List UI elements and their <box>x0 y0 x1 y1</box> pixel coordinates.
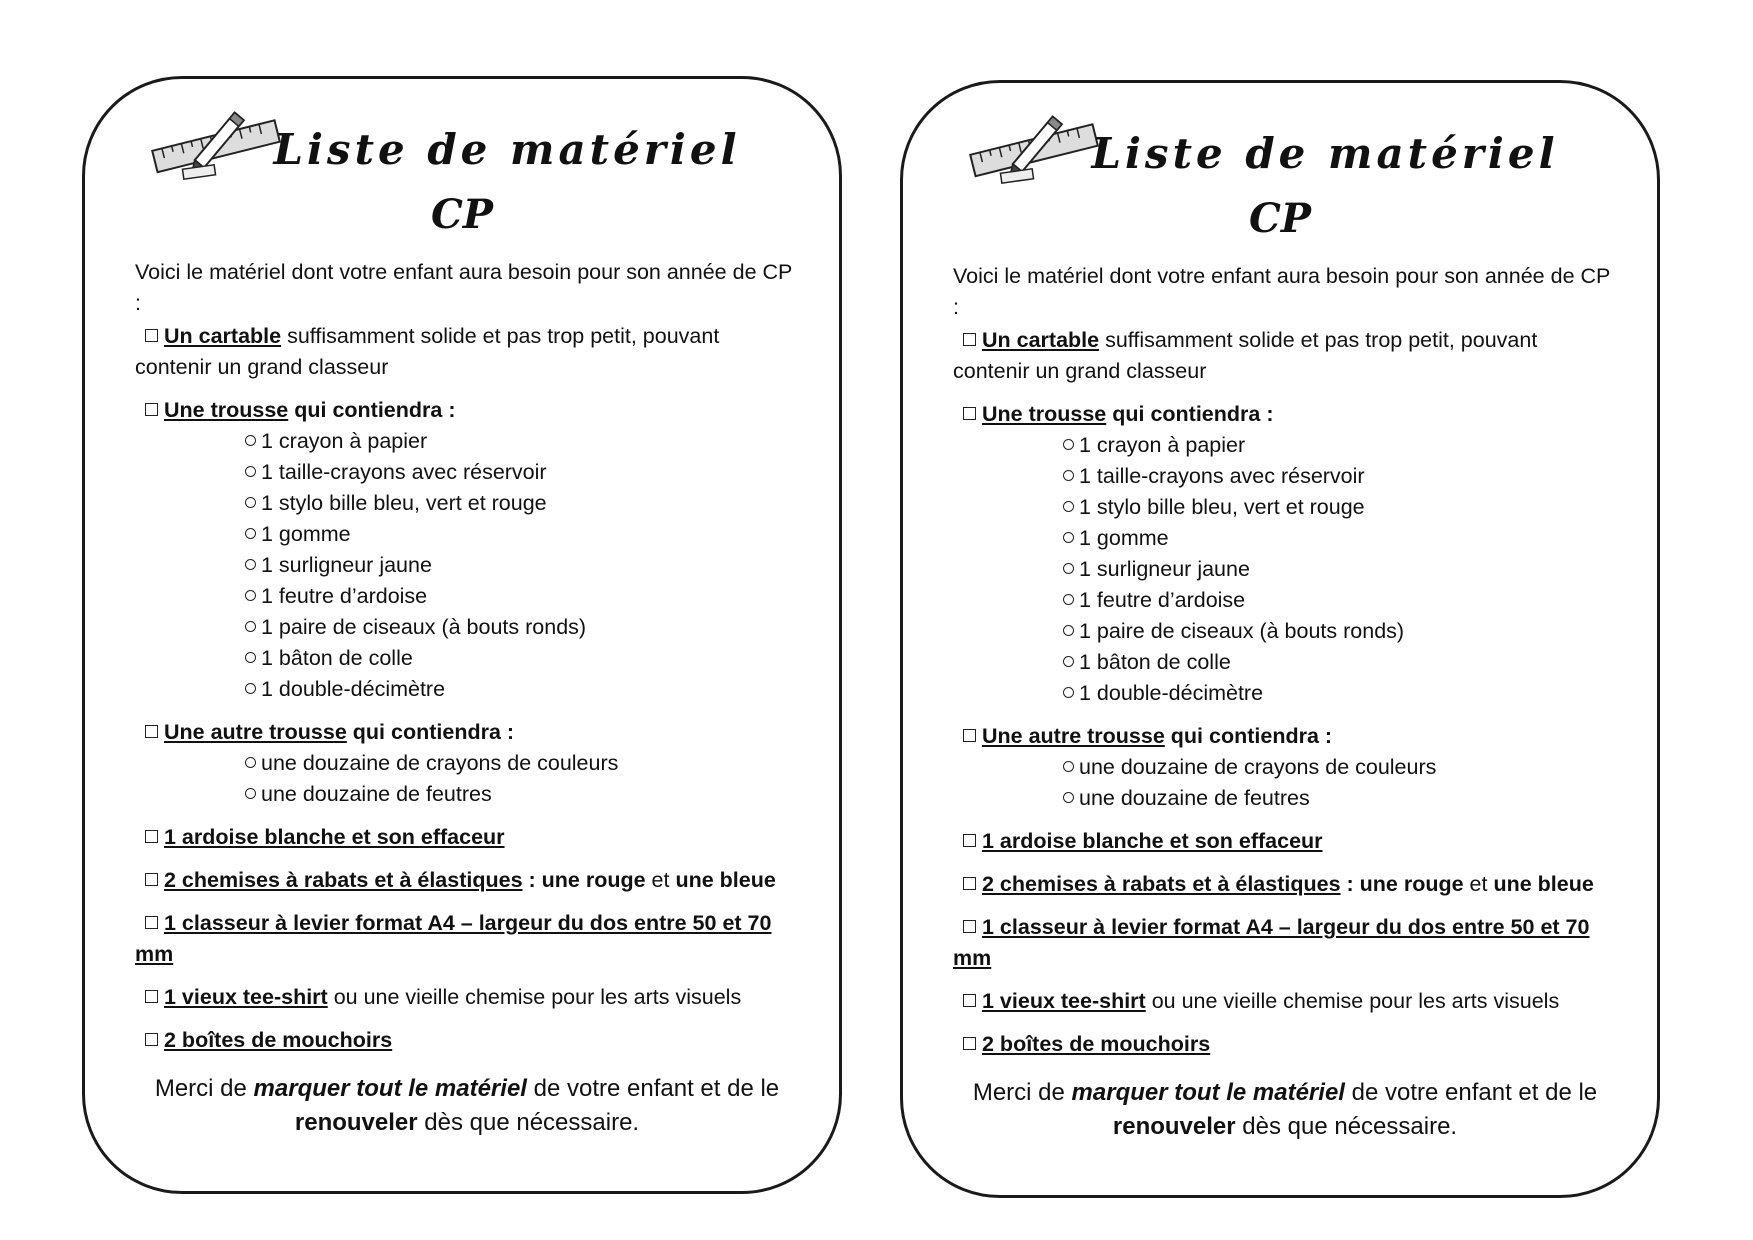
sub-item: 1 feutre d’ardoise <box>953 585 1617 616</box>
circle-bullet-icon <box>1063 439 1074 450</box>
sub-item: 1 bâton de colle <box>953 647 1617 678</box>
list-item: 1 classeur à levier format A4 – largeur du dos entre 50 et 70 mm <box>135 911 772 966</box>
circle-bullet-icon <box>1063 792 1074 803</box>
list-item: Une trousse qui contiendra : <box>953 399 1617 430</box>
checkbox-icon <box>963 333 976 346</box>
sub-item: une douzaine de crayons de couleurs <box>953 752 1617 783</box>
list-item: 1 vieux tee-shirt ou une vieille chemise pour les arts visuels <box>135 982 799 1013</box>
circle-bullet-icon <box>1063 625 1074 636</box>
checkbox-icon <box>963 1037 976 1050</box>
page-subtitle: CP <box>431 191 493 238</box>
checkbox-icon <box>963 994 976 1007</box>
material-list-card-left <box>82 76 842 1194</box>
circle-bullet-icon <box>245 435 256 446</box>
intro-text: Voici le matériel dont votre enfant aura besoin pour son année de CP : <box>953 264 1610 319</box>
list-item: Une autre trousse qui contiendra : <box>135 717 799 748</box>
circle-bullet-icon <box>245 497 256 508</box>
material-list <box>953 261 1617 1168</box>
footer-note: Merci de marquer tout le matériel de votre enfant et de le renouveler dès que nécessaire. <box>154 1075 780 1136</box>
circle-bullet-icon <box>1063 761 1074 772</box>
circle-bullet-icon <box>1063 656 1074 667</box>
sub-item: 1 crayon à papier <box>135 426 799 457</box>
checkbox-icon <box>963 407 976 420</box>
sub-item: 1 paire de ciseaux (à bouts ronds) <box>135 612 799 643</box>
circle-bullet-icon <box>1063 563 1074 574</box>
list-item: 2 boîtes de mouchoirs <box>135 1025 799 1056</box>
checkbox-icon <box>963 729 976 742</box>
checkbox-icon <box>145 329 158 342</box>
sub-item: une douzaine de feutres <box>953 783 1617 814</box>
intro-text: Voici le matériel dont votre enfant aura besoin pour son année de CP : <box>135 260 792 315</box>
page-subtitle: CP <box>1249 195 1311 242</box>
circle-bullet-icon <box>245 559 256 570</box>
sub-item: 1 double-décimètre <box>953 678 1617 709</box>
checkbox-icon <box>963 834 976 847</box>
sub-item: 1 gomme <box>135 519 799 550</box>
circle-bullet-icon <box>245 466 256 477</box>
sub-item: 1 taille-crayons avec réservoir <box>953 461 1617 492</box>
circle-bullet-icon <box>245 528 256 539</box>
material-list <box>135 257 799 1164</box>
circle-bullet-icon <box>245 590 256 601</box>
circle-bullet-icon <box>245 683 256 694</box>
list-item: 2 chemises à rabats et à élastiques : une rouge et une bleue <box>135 865 799 896</box>
sub-item: 1 bâton de colle <box>135 643 799 674</box>
checkbox-icon <box>963 920 976 933</box>
circle-bullet-icon <box>245 757 256 768</box>
list-item: 1 ardoise blanche et son effaceur <box>953 826 1617 857</box>
page-title: Liste de matériel <box>1091 129 1559 178</box>
checkbox-icon <box>145 830 158 843</box>
list-item: 1 ardoise blanche et son effaceur <box>135 822 799 853</box>
list-item: 1 classeur à levier format A4 – largeur du dos entre 50 et 70 mm <box>953 915 1590 970</box>
page-title: Liste de matériel <box>273 125 741 174</box>
sub-item: 1 paire de ciseaux (à bouts ronds) <box>953 616 1617 647</box>
list-item: Une trousse qui contiendra : <box>135 395 799 426</box>
sub-item: 1 stylo bille bleu, vert et rouge <box>135 488 799 519</box>
sub-item: 1 feutre d’ardoise <box>135 581 799 612</box>
material-list-card-right <box>900 80 1660 1198</box>
checkbox-icon <box>145 990 158 1003</box>
circle-bullet-icon <box>245 788 256 799</box>
sub-item: 1 gomme <box>953 523 1617 554</box>
checkbox-icon <box>145 403 158 416</box>
checkbox-icon <box>145 916 158 929</box>
footer-note: Merci de marquer tout le matériel de votre enfant et de le renouveler dès que nécessaire. <box>972 1079 1598 1140</box>
list-item: Une autre trousse qui contiendra : <box>953 721 1617 752</box>
list-item: 2 boîtes de mouchoirs <box>953 1029 1617 1060</box>
sub-item: 1 crayon à papier <box>953 430 1617 461</box>
sub-item: 1 double-décimètre <box>135 674 799 705</box>
circle-bullet-icon <box>245 652 256 663</box>
sub-item: 1 surligneur jaune <box>953 554 1617 585</box>
list-item: 1 vieux tee-shirt ou une vieille chemise pour les arts visuels <box>953 986 1617 1017</box>
circle-bullet-icon <box>245 621 256 632</box>
sub-item: 1 stylo bille bleu, vert et rouge <box>953 492 1617 523</box>
list-item: 2 chemises à rabats et à élastiques : une rouge et une bleue <box>953 869 1617 900</box>
list-item: Un cartable suffisamment solide et pas trop petit, pouvant contenir un grand classeur <box>135 324 720 379</box>
sub-item: une douzaine de crayons de couleurs <box>135 748 799 779</box>
list-item: Un cartable suffisamment solide et pas trop petit, pouvant contenir un grand classeur <box>953 328 1538 383</box>
checkbox-icon <box>145 725 158 738</box>
circle-bullet-icon <box>1063 470 1074 481</box>
circle-bullet-icon <box>1063 532 1074 543</box>
checkbox-icon <box>963 877 976 890</box>
checkbox-icon <box>145 1033 158 1046</box>
circle-bullet-icon <box>1063 501 1074 512</box>
circle-bullet-icon <box>1063 594 1074 605</box>
circle-bullet-icon <box>1063 687 1074 698</box>
sub-item: une douzaine de feutres <box>135 779 799 810</box>
sub-item: 1 surligneur jaune <box>135 550 799 581</box>
checkbox-icon <box>145 873 158 886</box>
sub-item: 1 taille-crayons avec réservoir <box>135 457 799 488</box>
